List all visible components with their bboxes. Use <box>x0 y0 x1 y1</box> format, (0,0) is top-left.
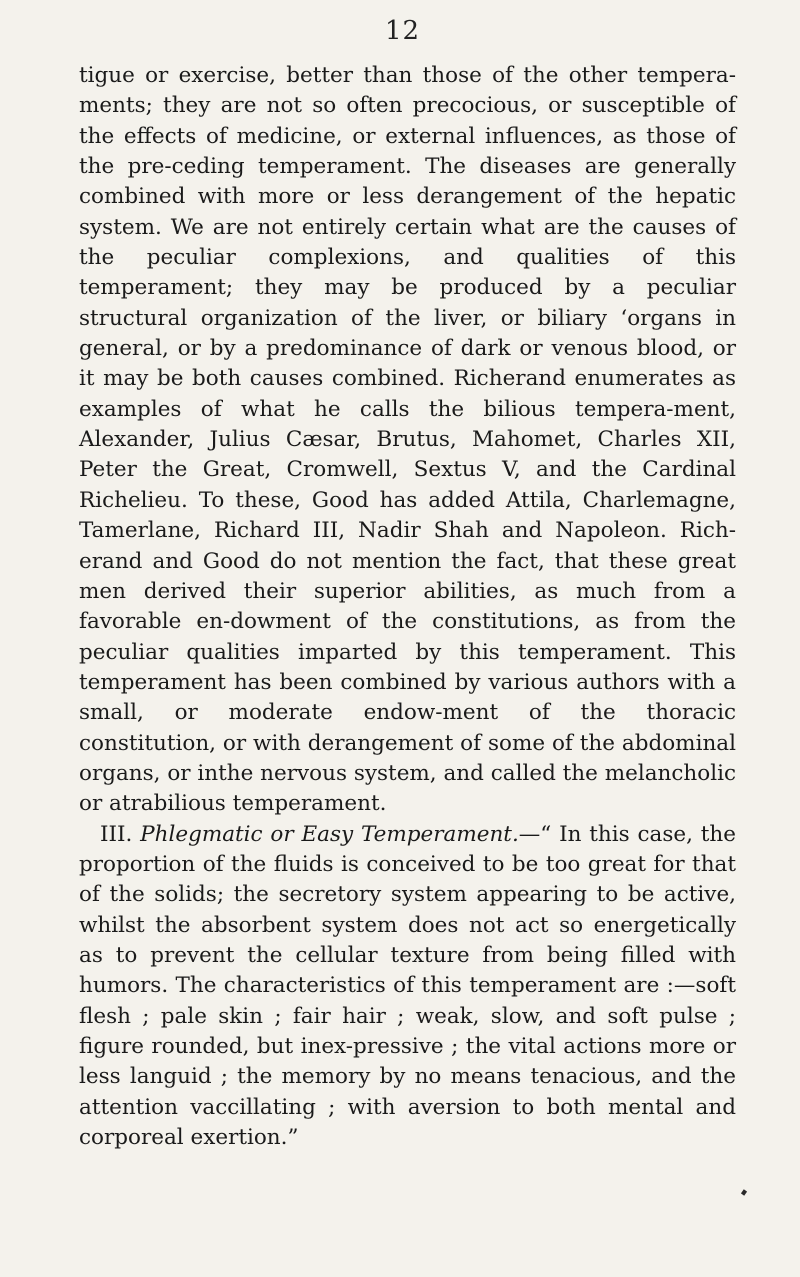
body-text <box>79 61 736 1153</box>
paragraph-text: tigue or exercise, better than those of the other tempera-ments; they are not so often precocious, or susceptible of the effects of medicine, or external influences, as those of the pre-ceding temperament. The diseases are generally combined with more or less derangement of the hepatic system. We are not entirely certain what are the causes of the peculiar complexions, and qualities of this temperament; they may be produced by a peculiar structural organization of the liver, or biliary ‘organs in general, or by a predominance of dark or venous blood, or it may be both causes combined. Richerand enumerates as examples of what he calls the bilious tempera-ment, Alexander, Julius Cæsar, Brutus, Mahomet, Charles XII, Peter the Great, Cromwell, Sextus V, and the Cardinal Richelieu. To these, Good has added Attila, Charlemagne, Tamerlane, Richard III, Nadir Shah and Napoleon. Rich-erand and Good do not mention the fact, that these great men derived their superior abilities, as much from a favorable en-dowment of the constitutions, as from the peculiar qualities imparted by this temperament. This temperament has been combined by various authors with a small, or moderate endow-ment of the thoracic constitution, or with derangement of some of the abdominal organs, or inthe nervous system, and called the melancholic or atrabilious temperament. <box>79 63 736 817</box>
paragraph-bilious-continuation <box>79 61 736 820</box>
ink-speck <box>741 1189 747 1195</box>
paragraph-phlegmatic <box>79 820 736 1154</box>
section-heading: Phlegmatic or Easy Temperament. <box>140 821 519 847</box>
page-number: 12 <box>385 16 421 46</box>
section-number: III. <box>100 821 133 847</box>
paragraph-text: —“ In this case, the proportion of the fluids is conceived to be too great for that of the solids; the secretory system appearing to be active, whilst the absorbent system does not act so energetically as to prevent the cellular texture from being filled with humors. The characteristics of this temperament are :—soft flesh ; pale skin ; fair hair ; weak, slow, and soft pulse ; figure rounded, but inex-pressive ; the vital actions more or less languid ; the memory by no means tenacious, and the attention vaccillating ; with aversion to both mental and corporeal exertion.” <box>79 821 736 1151</box>
